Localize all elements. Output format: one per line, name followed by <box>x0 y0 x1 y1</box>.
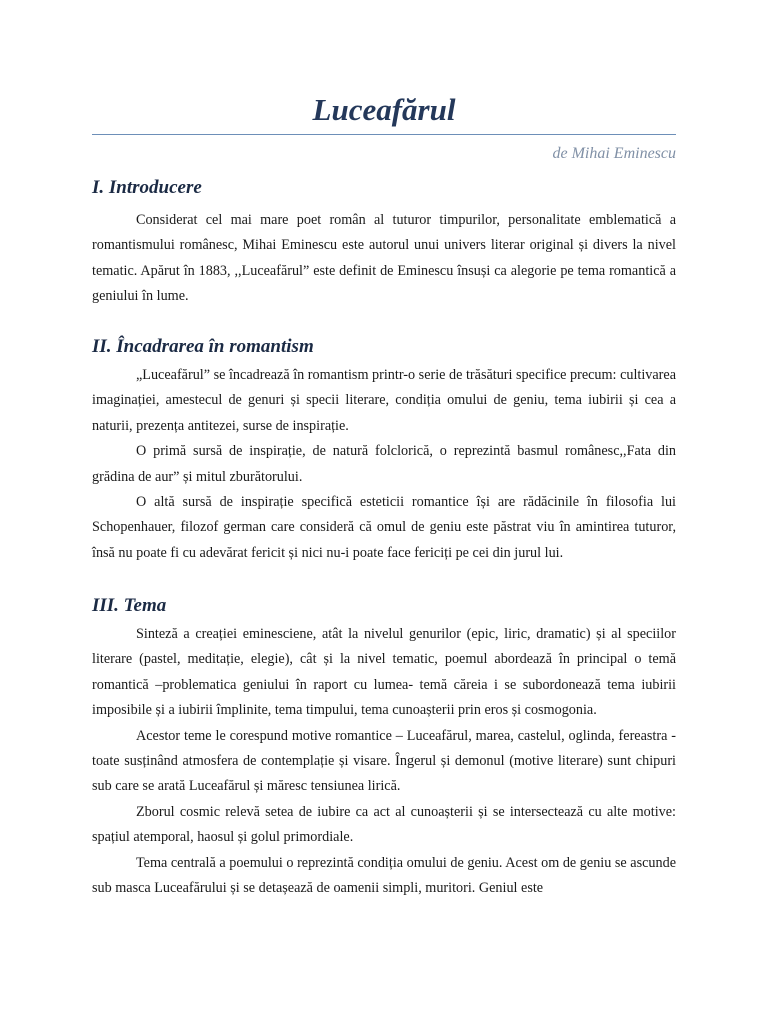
section-heading: III. Tema <box>92 595 167 616</box>
paragraph: Acestor teme le corespund motive romantice – Luceafărul, marea, castelul, oglinda, fereastra - toate susținând atmosfera de contemplație și visare. Îngerul și demonul (motive literare) sunt chipuri sub care se arată Luceafărul și măresc tensiunea lirică. <box>92 727 676 795</box>
author-byline: de Mihai Eminescu <box>552 145 676 162</box>
section-introducere <box>92 176 676 310</box>
document-title: Luceafărul <box>312 92 456 127</box>
paragraph: Zborul cosmic relevă setea de iubire ca act al cunoașterii și se intersectează cu alte motive: spațiul atemporal, haosul și golul primordiale. <box>92 803 676 846</box>
paragraph: O altă sursă de inspirație specifică esteticii romantice își are rădăcinile în filosofia lui Schopenhauer, filozof german care consideră că omul de geniu este păstrat viu în amintirea tuturor, însă nu poate fi cu adevărat fericit și nici nu-i poate face fericiți pe cei din jurul lui. <box>92 494 676 561</box>
section-incadrarea-in-romantism <box>92 335 676 566</box>
paragraph: O primă sursă de inspirație, de natură folclorică, o reprezintă basmul românesc,,Fata din grădina de aur” și mitul zburătorului. <box>92 443 676 485</box>
section-heading: I. Introducere <box>92 177 202 198</box>
paragraph: Considerat cel mai mare poet român al tuturor timpurilor, personalitate emblematică a romantismului românesc, Mihai Eminescu este autorul unui univers literar original și divers la nivel tematic. Apărut în 1883, ,,Luceafărul” este definit de Eminescu însuși ca alegorie pe tema romantică a geniului în lume. <box>92 212 676 305</box>
paragraph: Sinteză a creației eminesciene, atât la nivelul genurilor (epic, liric, dramatic) și al speciilor literare (pastel, meditație, elegie), cât și la nivel tematic, poemul abordează în principal o temă romantică –problematica geniului în raport cu lumea- temă căreia i se subordonează tema iubirii imposibile și a iubirii împlinite, tema timpului, tema cunoașterii prin eros și cosmogonia. <box>92 626 676 719</box>
section-heading: II. Încadrarea în romantism <box>92 336 314 357</box>
title-divider <box>92 134 676 135</box>
section-tema <box>92 594 676 901</box>
paragraph: „Luceafărul” se încadrează în romantism printr-o serie de trăsături specifice precum: cultivarea imaginației, amestecul de genuri și specii literare, condiția omului de geniu, tema iubirii și cea a naturii, prezența antitezei, surse de inspirație. <box>92 367 676 434</box>
paragraph: Tema centrală a poemului o reprezintă condiția omului de geniu. Acest om de geniu se ascunde sub masca Luceafărului și se detașează de oamenii simpli, muritori. Geniul este <box>92 854 676 897</box>
